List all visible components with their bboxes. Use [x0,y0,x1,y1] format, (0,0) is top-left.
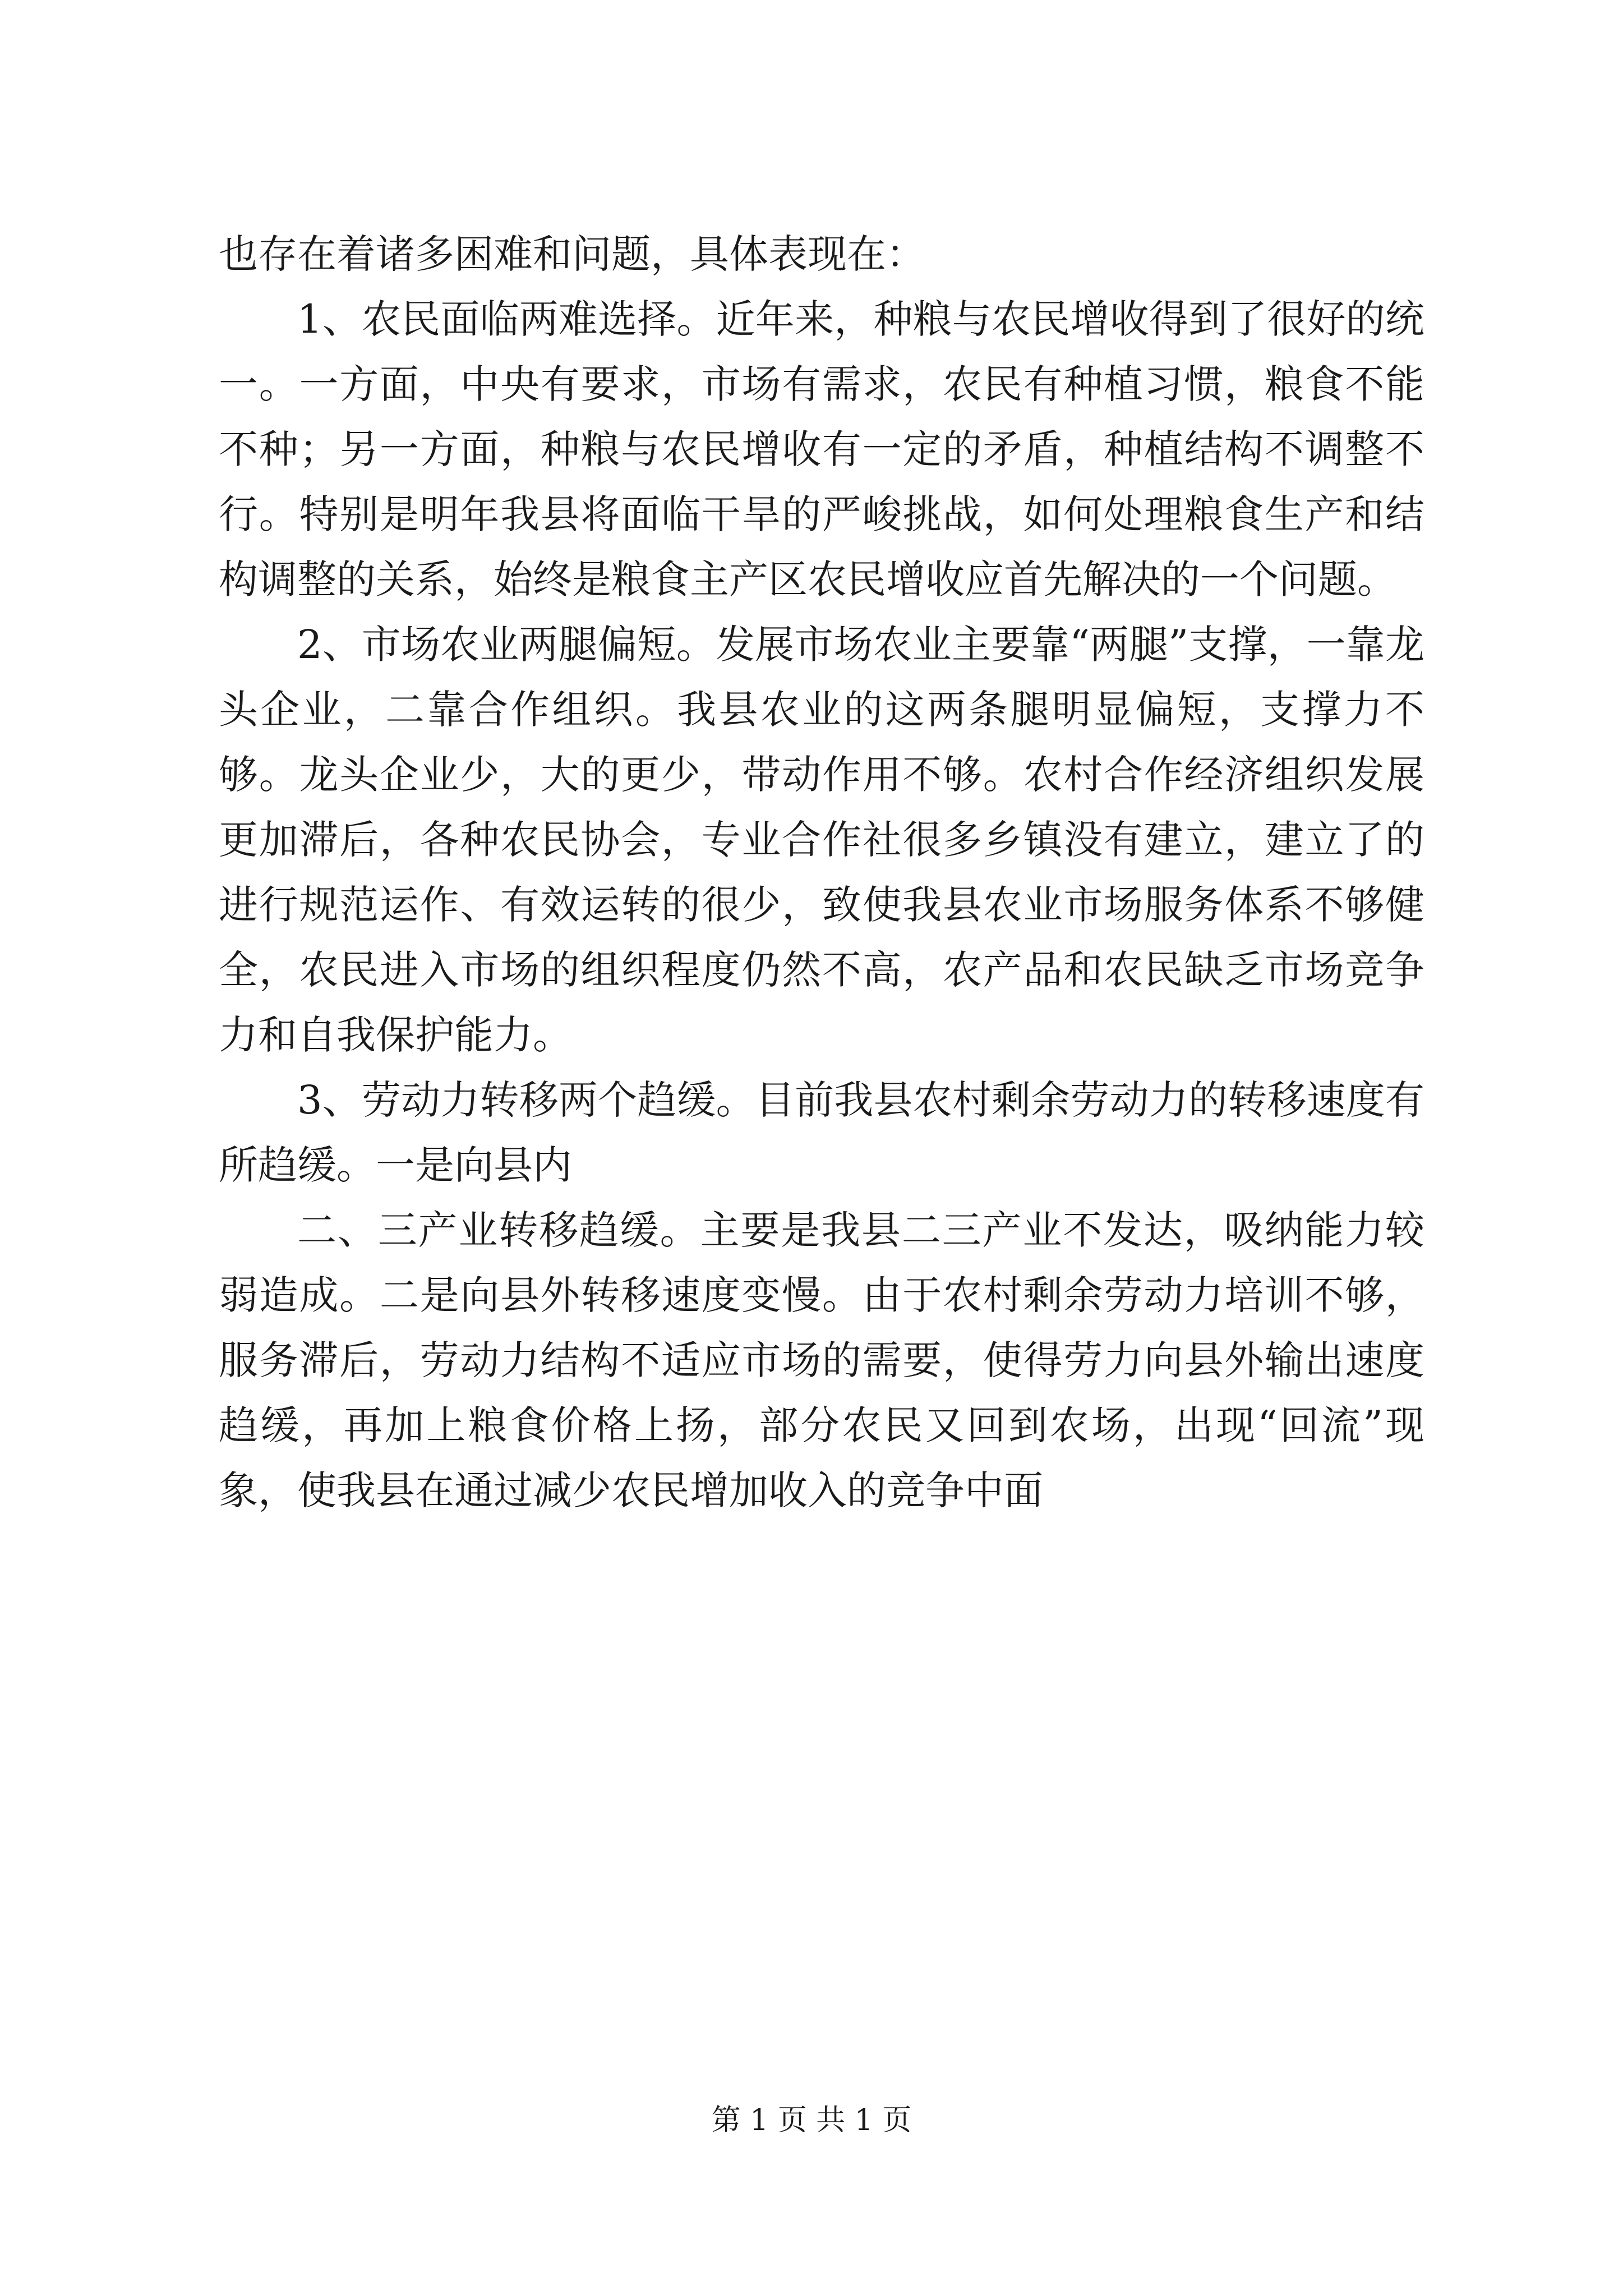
paragraph-item-2: 2、市场农业两腿偏短。发展市场农业主要靠“两腿”支撑，一靠龙头企业，二靠合作组织。我县农业的这两条腿明显偏短，支撑力不够。龙头企业少，大的更少，带动作用不够。农村合作经济组织发展更加滞后，各种农民协会，专业合作社很多乡镇没有建立，建立了的进行规范运作、有效运转的很少，致使我县农业市场服务体系不够健全，农民进入市场的组织程度仍然不高，农产品和农民缺乏市场竞争力和自我保护能力。 [219,622,1424,1058]
paragraph-item-3-continued: 二、三产业转移趋缓。主要是我县二三产业不发达，吸纳能力较弱造成。二是向县外转移速度变慢。由于农村剩余劳动力培训不够，服务滞后，劳动力结构不适应市场的需要，使得劳力向县外输出速度趋缓，再加上粮食价格上扬，部分农民又回到农场，出现“回流”现象，使我县在通过减少农民增加收入的竞争中面 [219,1207,1424,1513]
paragraph-item-1: 1、农民面临两难选择。近年来，种粮与农民增收得到了很好的统一。一方面，中央有要求，市场有需求，农民有种植习惯，粮食不能不种；另一方面，种粮与农民增收有一定的矛盾，种植结构不调整不行。特别是明年我县将面临干旱的严峻挑战，如何处理粮食生产和结构调整的关系，始终是粮食主产区农民增收应首先解决的一个问题。 [219,296,1424,602]
paragraph-continuation: 也存在着诸多困难和问题，具体表现在： [219,231,925,277]
document-body [219,222,1424,1523]
paragraph-item-3: 3、劳动力转移两个趋缓。目前我县农村剩余劳动力的转移速度有所趋缓。一是向县内 [219,1077,1424,1188]
page-number-footer: 第 1 页 共 1 页 [711,2104,912,2137]
